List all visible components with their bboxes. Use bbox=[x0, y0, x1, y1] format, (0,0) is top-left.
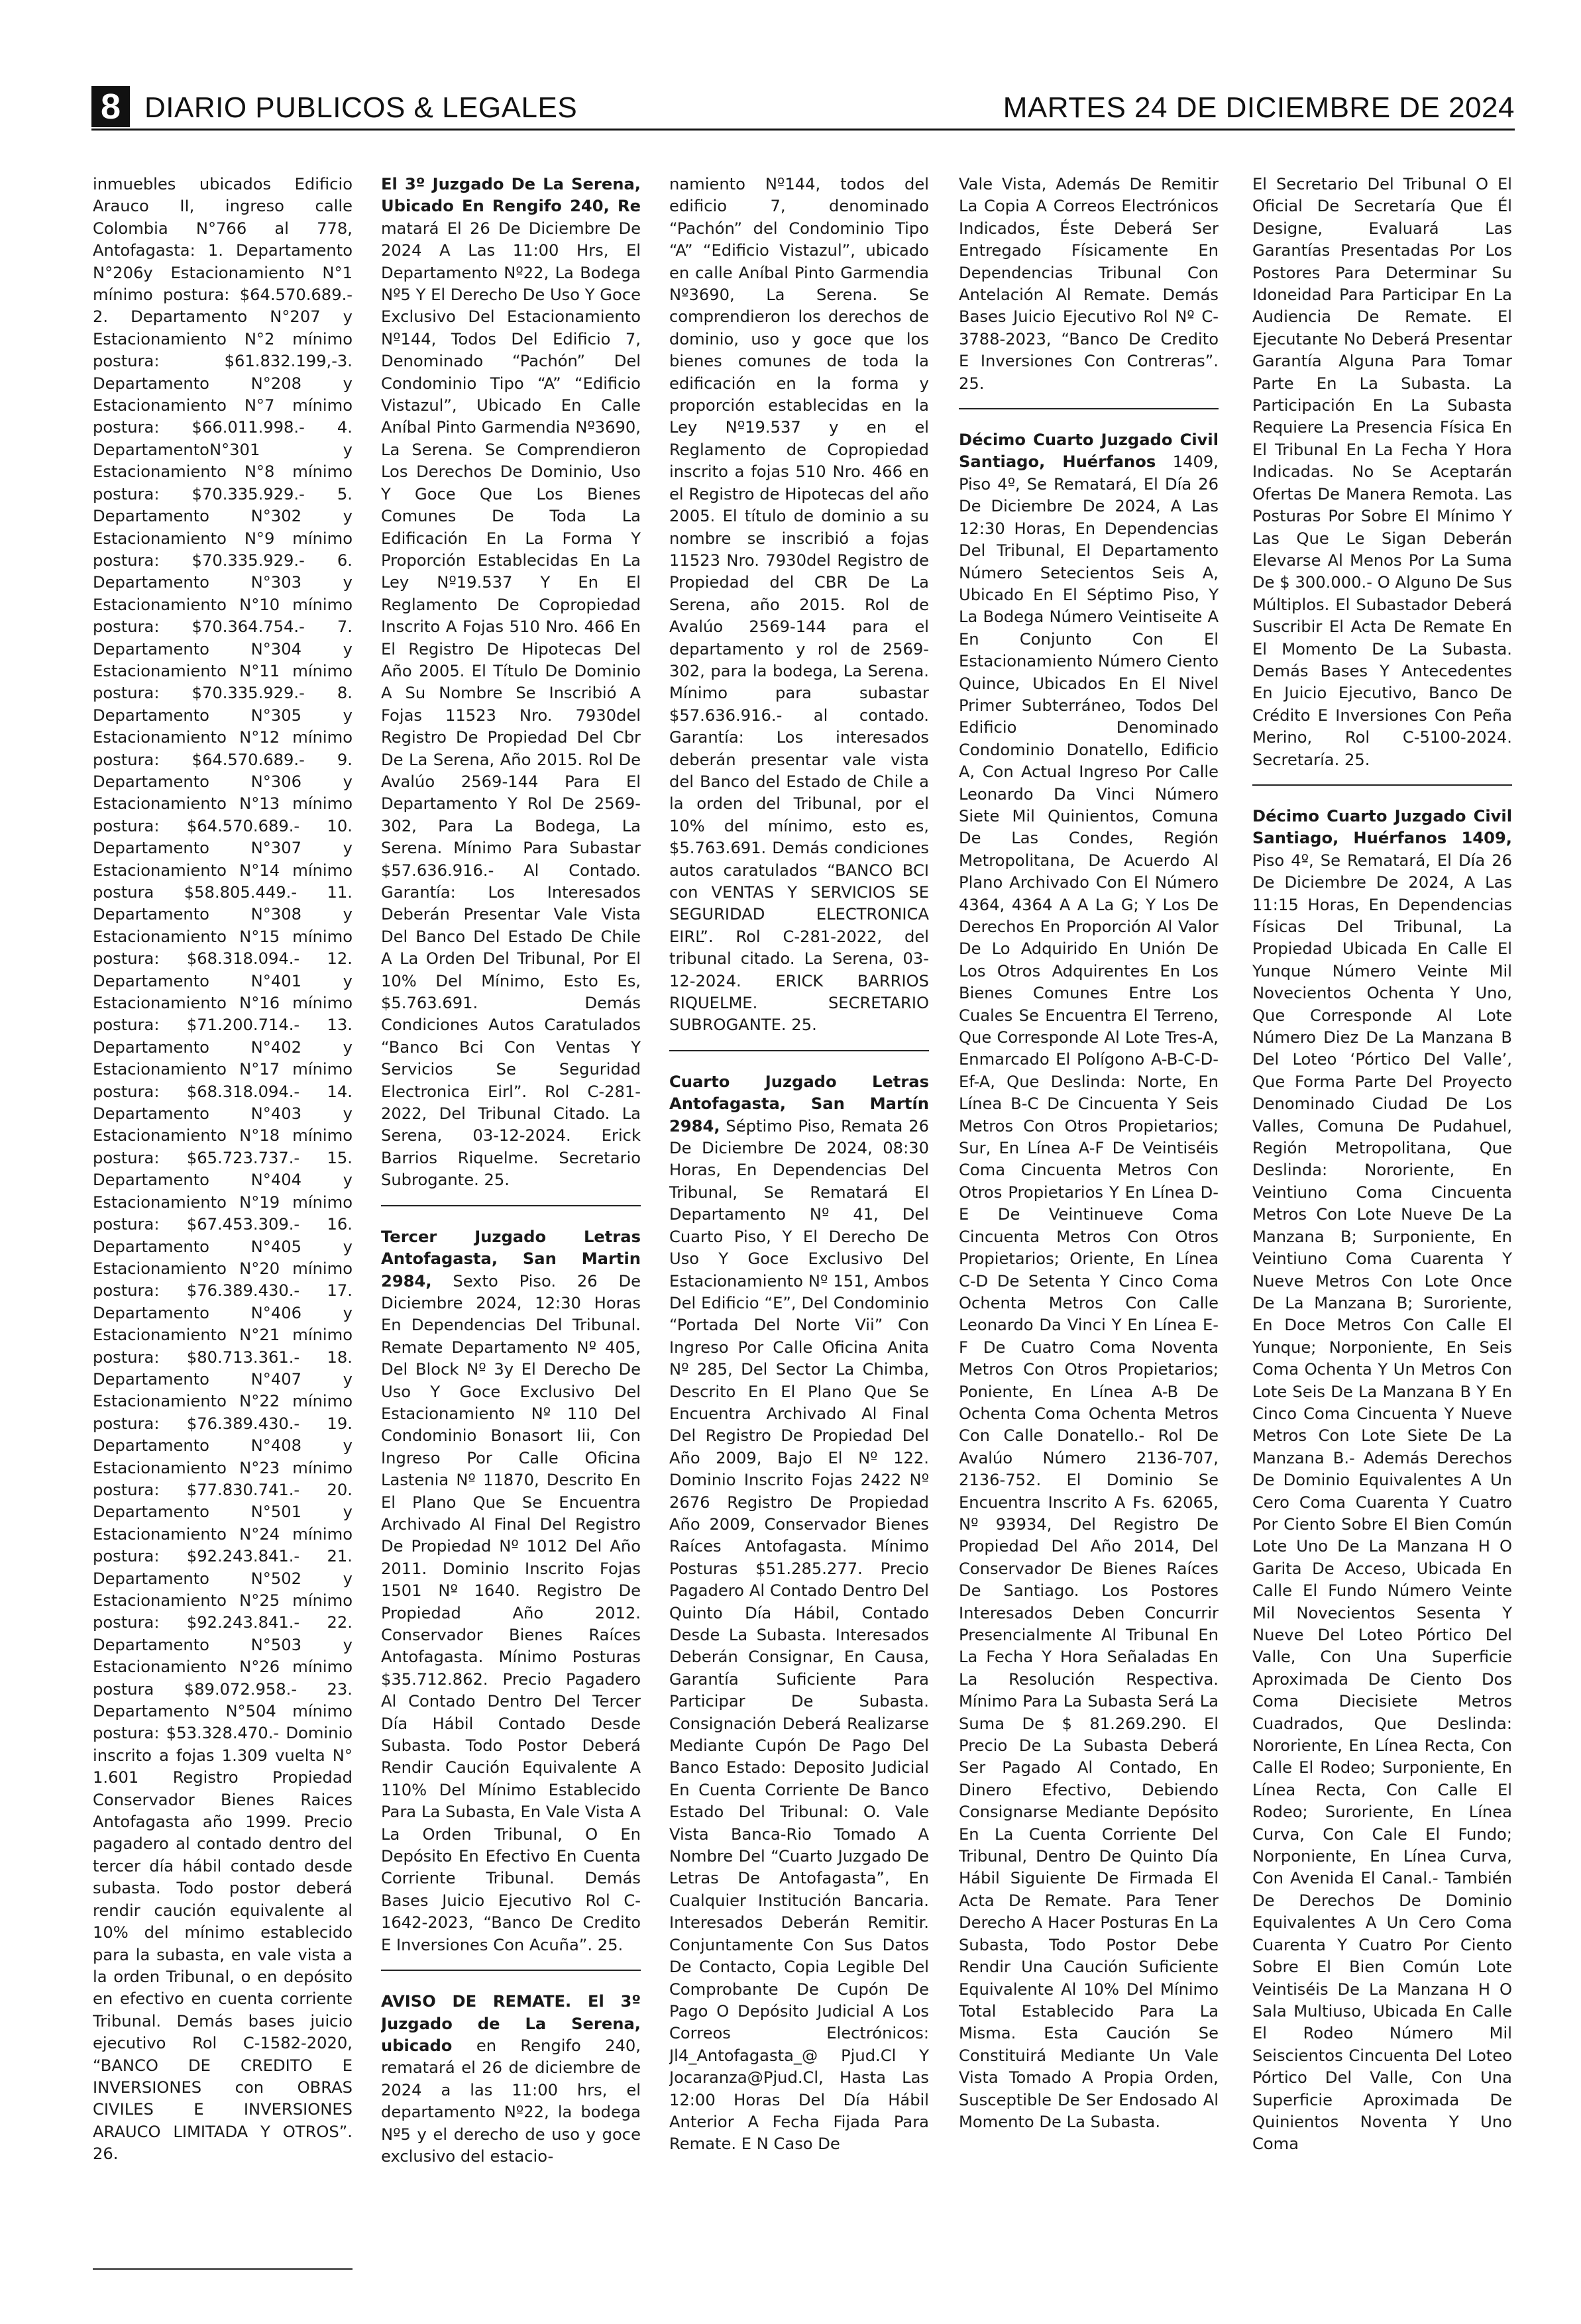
section-title: DIARIO PUBLICOS & LEGALES bbox=[144, 91, 578, 124]
legal-notice bbox=[959, 174, 1219, 409]
notice-text bbox=[669, 1071, 929, 2156]
notice-heading: AVISO DE REMATE. El 3º Juzgado de La Serena, ubicado bbox=[381, 1992, 641, 2055]
notice-heading: El 3º Juzgado De La Serena, Ubicado En Rengifo 240, Re bbox=[381, 175, 641, 216]
legal-notice bbox=[669, 174, 929, 1051]
notice-text bbox=[669, 174, 929, 1037]
notice-body: en Rengifo 240, rematará el 26 de diciembre de 2024 a las 11:00 hrs, el departamento Nº22, la bodega Nº5 y el derecho de uso y goce exclusivo del estacio- bbox=[381, 2036, 641, 2166]
notice-body: 1409, Piso 4º, Se Rematará, El Día 26 De Diciembre De 2024, A Las 12:30 Horas, En Dependencias Del Tribunal, El Departamento Número Setecientos Seis A, Ubicado En El Séptimo Piso, Y La Bodega Número Veintiseite A En Conjunto Con El Estacionamiento Número Ciento Quince, Ubicados En El Nivel Primer Subterráneo, Todos Del Edificio Denominado Condominio Donatello, Edificio A, Con Actual Ingreso Por Calle Leonardo Da Vinci Número Siete Mil Quinientos, Comuna De Las Condes, Región Metropolitana, De Acuerdo Al Plano Archivado Con El Número 4364, 4364 A A La G; Y Los De Derechos En Proporción Al Valor De Lo Adquirido En Unión De Los Otros Adquirentes En Los Bienes Comunes Entre Los Cuales Se Encuentra El Terreno, Que Corresponde Al Lote Tres-A, Enmarcado El Polígono A-B-C-D-Ef-A, Que Deslinda: Norte, En Línea B-C De Cincuenta Y Seis Metros Con Otros Propietarios; Sur, En Línea A-F De Veintiséis Coma Cincuenta Metros Con Otros Propietarios Y En Línea D-E De Veintinueve Coma Cincuenta Metros Con Otros Propietarios; Oriente, En Línea C-D De Setenta Y Cinco Coma Ochenta Metros Con Calle Leonardo Da Vinci Y En Línea E-F De Cuatro Coma Noventa Metros Con Otros Propietarios; Poniente, En Línea A-B De Ochenta Coma Ochenta Metros Con Calle Donatello.- Rol De Avalúo Número 2136-707, 2136-752. El Dominio Se Encuentra Inscrito A Fs. 62065, Nº 93934, Del Registro De Propiedad Del Año 2014, Del Conservador De Bienes Raíces De Santiago. Los Postores Interesados Deben Concurrir Presencialmente Al Tribunal En La Fecha Y Hora Señaladas En La Resolución Respectiva. Mínimo Para La Subasta Será La Suma De $ 81.269.290. El Precio De La Subasta Deberá Ser Pagado Al Contado, En Dinero Efectivo, Debiendo Consignarse Mediante Depósito En La Cuenta Corriente Del Tribunal, Dentro De Quinto Día Hábil Siguiente De Firmada El Acta De Remate. Para Tener Derecho A Hacer Posturas En La Subasta, Todo Postor Debe Rendir Una Caución Suficiente Equivalente Al 10% Del Mínimo Total Establecido Para La Misma. Esta Caución Se Constituirá Mediante Un Vale Vista Tomado A Propia Orden, Susceptible De Ser Endosado Al Momento De La Subasta. bbox=[959, 452, 1219, 2131]
notice-text bbox=[93, 174, 353, 2166]
column-5 bbox=[1252, 174, 1512, 2254]
notice-text bbox=[959, 429, 1219, 2133]
legal-notice bbox=[959, 429, 1219, 2146]
legal-notice bbox=[669, 1071, 929, 2169]
issue-date: MARTES 24 DE DICIEMBRE DE 2024 bbox=[1003, 91, 1515, 124]
notice-body: El Secretario Del Tribunal O El Oficial De Secretaría Que Él Designe, Evaluará Las Garantías Presentadas Por Los Postores Para Determinar Su Idoneidad Para Participar En La Audiencia De Remate. El Ejecutante No Deberá Presentar Garantía Alguna Para Tomar Parte En La Subasta. La Participación En La Subasta Requiere La Presencia Física En El Tribunal En La Fecha Y Hora Indicadas. No Se Aceptarán Ofertas De Manera Remota. Las Posturas Por Sobre El Mínimo Y Las Que Le Sigan Deberán Elevarse Al Menos Por La Suma De $ 300.000.- O Alguno De Sus Múltiplos. El Subastador Deberá Suscribir El Acta De Remate En El Momento De La Subasta. Demás Bases Y Antecedentes En Juicio Ejecutivo, Banco De Crédito E Inversiones Con Peña Merino, Rol C-5100-2024. Secretaría. 25. bbox=[1252, 175, 1512, 769]
column-4 bbox=[959, 174, 1219, 2254]
notice-body: Vale Vista, Además De Remitir La Copia A Correos Electrónicos Indicados, Éste Deberá Ser Entregado Físicamente En Dependencias Tribunal Con Antelación Al Remate. Demás Bases Juicio Ejecutivo Rol Nº C-3788-2023, “Banco De Credito E Inversiones Con Contreras”. 25. bbox=[959, 175, 1219, 393]
legal-notice bbox=[93, 174, 353, 2179]
notice-body: namiento Nº144, todos del edificio 7, denominado “Pachón” del Condominio Tipo “A” “Edificio Vistazul”, ubicado en calle Aníbal Pinto Garmendia Nº3690, La Serena. Se comprendieron los derechos de dominio, uso y goce que los bienes comunes de toda la edificación en la forma y proporción establecidas en la Ley Nº19.537 y en el Reglamento de Copropiedad inscrito a fojas 510 Nro. 466 en el Registro de Hipotecas del año 2005. El título de dominio a su nombre se inscribió a fojas 11523 Nro. 7930del Registro de Propiedad del CBR De La Serena, año 2015. Rol de Avalúo 2569-144 para el departamento y rol de 2569-302, para la bodega, La Serena. Mínimo para subastar $57.636.916.- al contado. Garantía: Los interesados deberán presentar vale vista del Banco del Estado de Chile a la orden del Tribunal, por el 10% del mínimo, esto es, $5.763.691. Demás condiciones autos caratulados “BANCO BCI con VENTAS Y SERVICIOS SE SEGURIDAD ELECTRONICA EIRL”. Rol C-281-2022, del tribunal citado. La Serena, 03-12-2024. ERICK BARRIOS RIQUELME. SECRETARIO SUBROGANTE. 25. bbox=[669, 175, 929, 1035]
legal-notice bbox=[381, 1226, 641, 1971]
notice-text bbox=[1252, 174, 1512, 771]
notice-heading: Tercer Juzgado Letras Antofagasta, San Martin 2984, bbox=[381, 1227, 641, 1291]
notice-text bbox=[381, 1991, 641, 2168]
notice-text bbox=[959, 174, 1219, 395]
notice-body: matará El 26 De Diciembre De 2024 A Las 11:00 Hrs, El Departamento Nº22, La Bodega Nº5 Y El Derecho De Uso Y Goce Exclusivo Del Estacionamiento Nº144, Todos Del Edificio 7, Denominado “Pachón” Del Condominio Tipo “A” “Edificio Vistazul”, Ubicado En Calle Aníbal Pinto Garmendia Nº3690, La Serena. Se Comprendieron Los Derechos De Dominio, Uso Y Goce Que Los Bienes Comunes De Toda La Edificación En La Forma Y Proporción Establecidas En La Ley Nº19.537 Y En El Reglamento De Copropiedad Inscrito A Fojas 510 Nro. 466 En El Registro De Hipotecas Del Año 2005. El Título De Dominio A Su Nombre Se Inscribió A Fojas 11523 Nro. 7930del Registro De Propiedad Del Cbr De La Serena, Año 2015. Rol De Avalúo 2569-144 Para El Departamento Y Rol De 2569-302, Para La Bodega, La Serena. Mínimo Para Subastar $57.636.916.- Al Contado. Garantía: Los Interesados Deberán Presentar Vale Vista Del Banco Del Estado De Chile A La Orden Del Tribunal, Por El 10% Del Mínimo, Esto Es, $5.763.691. Demás Condiciones Autos Caratulados “Banco Bci Con Ventas Y Servicios Se Seguridad Electronica Eirl”. Rol C-281-2022, Del Tribunal Citado. La Serena, 03-12-2024. Erick Barrios Riquelme. Secretario Subrogante. 25. bbox=[381, 219, 641, 1190]
notice-body: inmuebles ubicados Edificio Arauco II, ingreso calle Colombia N°766 al 778, Antofagasta: 1. Departamento N°206y Estacionamiento N°1 mínimo postura: $64.570.689.- 2. Departamento N°207 y Estacionamiento N°2 mínimo postura: $61.832.199,-3. Departamento N°208 y Estacionamiento N°7 mínimo postura: $66.011.998.- 4. DepartamentoN°301 y Estacionamiento N°8 mínimo postura: $70.335.929.- 5. Departamento N°302 y Estacionamiento N°9 mínimo postura: $70.335.929.- 6. Departamento N°303 y Estacionamiento N°10 mínimo postura: $70.364.754.- 7. Departamento N°304 y Estacionamiento N°11 mínimo postura: $70.335.929.- 8. Departamento N°305 y Estacionamiento N°12 mínimo postura: $64.570.689.- 9. Departamento N°306 y Estacionamiento N°13 mínimo postura: $64.570.689.- 10. Departamento N°307 y Estacionamiento N°14 mínimo postura $58.805.449.- 11. Departamento N°308 y Estacionamiento N°15 mínimo postura: $68.318.094.- 12. Departamento N°401 y Estacionamiento N°16 mínimo postura: $71.200.714.- 13. Departamento N°402 y Estacionamiento N°17 mínimo postura: $68.318.094.- 14. Departamento N°403 y Estacionamiento N°18 mínimo postura: $65.723.737.- 15. Departamento N°404 y Estacionamiento N°19 mínimo postura: $67.453.309.- 16. Departamento N°405 y Estacionamiento N°20 mínimo postura: $76.389.430.- 17. Departamento N°406 y Estacionamiento N°21 mínimo postura: $80.713.361.- 18. Departamento N°407 y Estacionamiento N°22 mínimo postura: $76.389.430.- 19. Departamento N°408 y Estacionamiento N°23 mínimo postura: $77.830.741.- 20. Departamento N°501 y Estacionamiento N°24 mínimo postura: $92.243.841.- 21. Departamento N°502 y Estacionamiento N°25 mínimo postura: $92.243.841.- 22. Departamento N°503 y Estacionamiento N°26 mínimo postura $89.072.958.- 23. Departamento N°504 mínimo postura: $53.328.470.- Dominio inscrito a fojas 1.309 vuelta N° 1.601 Registro Propiedad Conservador Bienes Raices Antofagasta año 1999. Precio pagadero al contado dentro del tercer día hábil contado desde subasta. Todo postor deberá rendir caución equivalente al 10% del mínimo establecido para la subasta, en vale vista a la orden Tribunal, o en depósito en efectivo en cuenta corriente Tribunal. Demás bases juicio ejecutivo Rol C-1582-2020, “BANCO DE CREDITO E INVERSIONES con OBRAS CIVILES E INVERSIONES ARAUCO LIMITADA Y OTROS”. 26. bbox=[93, 175, 353, 2164]
notice-heading: Cuarto Juzgado Letras Antofagasta, San Martín 2984, bbox=[669, 1072, 929, 1136]
notice-body: Séptimo Piso, Remata 26 De Diciembre De 2024, 08:30 Horas, En Dependencias Del Tribunal, Se Rematará El Departamento Nº 41, Del Cuarto Piso, Y El Derecho De Uso Y Goce Exclusivo Del Estacionamiento Nº 151, Ambos Del Edificio “E”, Del Condominio “Portada Del Norte Vii” Con Ingreso Por Calle Oficina Anita Nº 285, Del Sector La Chimba, Descrito En El Plano Que Se Encuentra Archivado Al Final Del Registro De Propiedad Del Año 2009, Bajo El Nº 122. Dominio Inscrito Fojas 2422 Nº 2676 Registro De Propiedad Año 2009, Conservador Bienes Raíces Antofagasta. Mínimo Posturas $51.285.277. Precio Pagadero Al Contado Dentro Del Quinto Día Hábil, Contado Desde La Subasta. Interesados Deberán Consignar, En Causa, Garantía Suficiente Para Participar De Subasta. Consignación Deberá Realizarse Mediante Cupón De Pago Del Banco Estado: Deposito Judicial En Cuenta Corriente De Banco Estado Del Tribunal: O. Vale Vista Banca-Rio Tomado A Nombre Del “Cuarto Juzgado De Letras De Antofagasta”, En Cualquier Institución Bancaria. Interesados Deberán Remitir. Conjuntamente Con Sus Datos De Contacto, Copia Legible Del Comprobante De Cupón De Pago O Depósito Judicial A Los Correos Electrónicos: Jl4_Antofagasta_@ Pjud.Cl Y Jocaranza@Pjud.Cl, Hasta Las 12:00 Horas Del Día Hábil Anterior A Fecha Fijada Para Remate. E N Caso De bbox=[669, 1116, 929, 2154]
column-end-rule bbox=[93, 2268, 353, 2270]
notice-text bbox=[1252, 806, 1512, 2156]
notice-body: Piso 4º, Se Rematará, El Día 26 De Diciembre De 2024, A Las 11:15 Horas, En Dependencias Físicas Del Tribunal, La Propiedad Ubicada En Calle El Yunque Número Veinte Mil Novecientos Ochenta Y Uno, Que Corresponde Al Lote Número Diez De La Manzana B Del Loteo ‘Pórtico Del Valle’, Que Forma Parte Del Proyecto Denominado Ciudad De Los Valles, Comuna De Pudahuel, Región Metropolitana, Que Deslinda: Nororiente, En Veintiuno Coma Cincuenta Metros Con Lote Nueve De La Manzana B; Surponiente, En Veintiuno Coma Cuarenta Y Nueve Metros Con Lote Once De La Manzana B; Suroriente, En Doce Metros Con Calle El Yunque; Norponiente, En Seis Coma Ochenta Y Un Metros Con Lote Seis De La Manzana B Y En Cinco Coma Cincuenta Y Nueve Metros Con Lote Siete De La Manzana B.- Además Derechos De Dominio Equivalentes A Un Cero Coma Cuarenta Y Cuatro Por Ciento Sobre El Bien Común Lote Uno De La Manzana H O Garita De Acceso, Ubicada En Calle El Fundo Número Veinte Mil Novecientos Sesenta Y Nueve Del Loteo Pórtico Del Valle, Con Una Superficie Aproximada De Ciento Dos Coma Diecisiete Metros Cuadrados, Que Deslinda: Nororiente, En Línea Recta, Con Calle El Rodeo; Surponiente, En Línea Recta, Con Calle El Rodeo; Suroriente, En Línea Curva, Con Cale El Fundo; Norponiente, En Línea Curva, Con Avenida El Canal.- También De Derechos De Dominio Equivalentes A Un Cero Coma Cuarenta Y Cuatro Por Ciento Sobre El Bien Común Lote Veintiséis De La Manzana H O Sala Multiuso, Ubicada En Calle El Rodeo Número Mil Seiscientos Cincuenta Del Loteo Pórtico Del Valle, Con Una Superficie Aproximada De Quinientos Noventa Y Uno Coma bbox=[1252, 851, 1512, 2154]
column-2 bbox=[381, 174, 641, 2254]
column-1 bbox=[93, 174, 353, 2254]
legal-notice bbox=[381, 1991, 641, 2181]
notice-text bbox=[381, 174, 641, 1192]
legal-notice bbox=[1252, 806, 1512, 2169]
column-3 bbox=[669, 174, 929, 2254]
notice-heading: Décimo Cuarto Juzgado Civil Santiago, Huérfanos 1409, bbox=[1252, 806, 1512, 848]
page-header bbox=[91, 86, 1515, 127]
page-number: 8 bbox=[91, 86, 130, 127]
notice-body: Sexto Piso. 26 De Diciembre 2024, 12:30 Horas En Dependencias Del Tribunal. Remate Departamento Nº 405, Del Block Nº 3y El Derecho De Uso Y Goce Exclusivo Del Estacionamiento Nº 110 Del Condominio Bonasort Iii, Con Ingreso Por Calle Oficina Lastenia Nº 11870, Descrito En El Plano Que Se Encuentra Archivado Al Final Del Registro De Propiedad Nº 1012 Del Año 2011. Dominio Inscrito Fojas 1501 Nº 1640. Registro De Propiedad Año 2012. Conservador Bienes Raíces Antofagasta. Mínimo Posturas $35.712.862. Precio Pagadero Al Contado Dentro Del Tercer Día Hábil Contado Desde Subasta. Todo Postor Deberá Rendir Caución Equivalente A 110% Del Mínimo Establecido Para La Subasta, En Vale Vista A La Orden Tribunal, O En Depósito En Efectivo En Cuenta Corriente Tribunal. Demás Bases Juicio Ejecutivo Rol C-1642-2023, “Banco De Credito E Inversiones Con Acuña”. 25. bbox=[381, 1271, 641, 1954]
notice-text bbox=[381, 1226, 641, 1956]
legal-notice bbox=[1252, 174, 1512, 786]
notice-heading: Décimo Cuarto Juzgado Civil Santiago, Huérfanos bbox=[959, 431, 1219, 472]
header-rule bbox=[91, 129, 1515, 131]
legal-notice bbox=[381, 174, 641, 1206]
